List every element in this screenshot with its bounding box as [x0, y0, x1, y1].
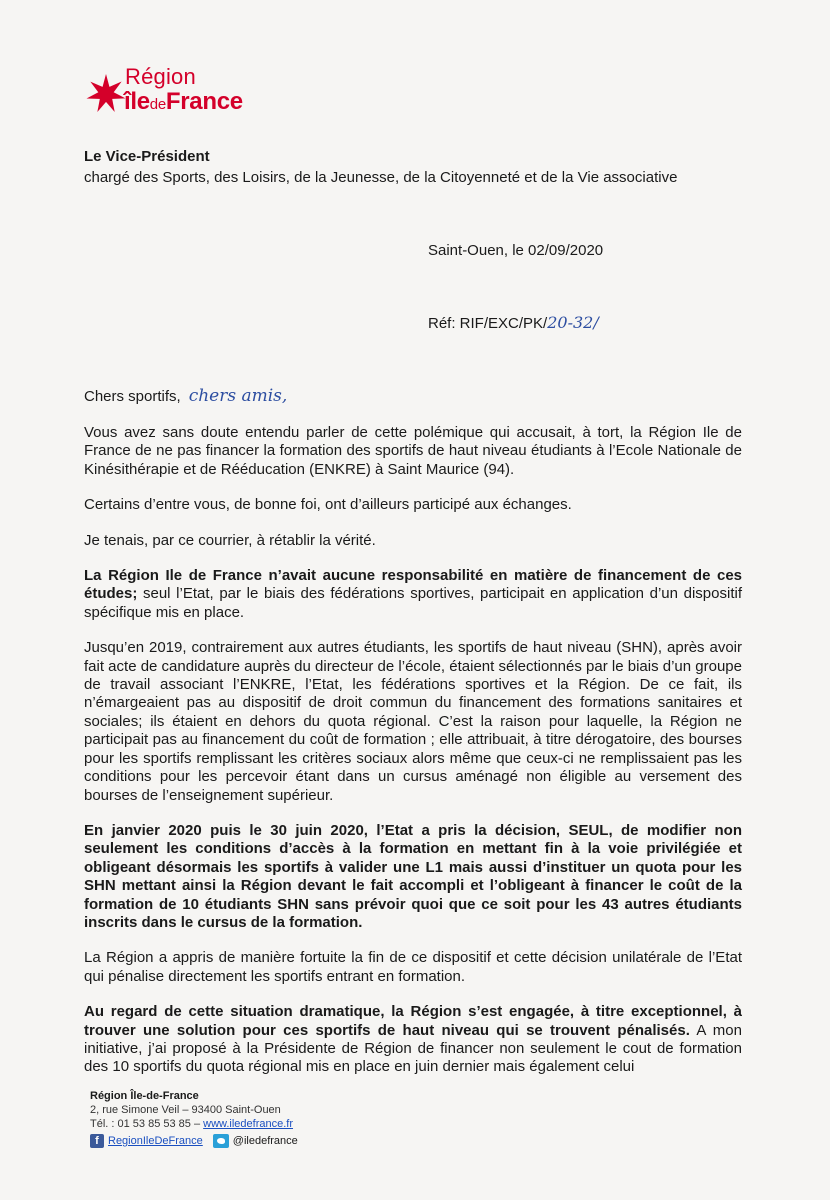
logo-france: France [165, 88, 243, 115]
facebook-icon: f [90, 1134, 104, 1148]
logo-ile: île [124, 88, 150, 115]
footer-website-link[interactable]: www.iledefrance.fr [203, 1118, 294, 1130]
sender-block [84, 148, 764, 186]
facebook-link[interactable]: RegionIleDeFrance [108, 1135, 203, 1147]
paragraph-4-bold: La Région Ile de France n’avait aucune responsabilité en matière de financement de ces études; [84, 567, 742, 603]
logo-line-iledefrance [124, 88, 243, 116]
salutation-handwritten: chers amis, [188, 386, 288, 406]
twitter-handle: @iledefrance [232, 1135, 298, 1147]
paragraph-6 [84, 822, 742, 932]
paragraph-2: Certains d’entre vous, de bonne foi, ont d’ailleurs participé aux échanges. [84, 496, 572, 514]
footer-address: 2, rue Simone Veil – 93400 Saint-Ouen [90, 1104, 281, 1116]
paragraph-8-bold: Au regard de cette situation dramatique, la Région s’est engagée, à titre exceptionnel, à trouver une solution pour ces sportifs de haut niveau qui se trouvent pénalisés. [84, 1003, 742, 1039]
footer-org: Région Île-de-France [90, 1090, 199, 1102]
footer-tel: Tél. : 01 53 85 53 85 – [90, 1118, 204, 1130]
sender-title: Le Vice-Président [84, 148, 210, 165]
paragraph-3: Je tenais, par ce courrier, à rétablir la vérité. [84, 531, 376, 549]
paragraph-5: Jusqu’en 2019, contrairement aux autres étudiants, les sportifs de haut niveau (SHN), après avoir fait acte de candidature auprès du directeur de l’école, étaient sélectionnés par le biais d’un groupe de travail associant l’ENKRE, l’Etat, les fédérations sportives et la Région. De ce fait, ils n’émargeaient pas au dispositif de droit commun du financement des formations sanitaires et sociales; ils étaient en dehors du quota régional. C’est la raison pour laquelle, la Région ne participait pas au financement du coût de formation ; elle attribuait, à titre dérogatoire, des bourses pour les sportifs remplissant les critères sociaux alors même que ceux-ci ne remplissaient pas les conditions pour les percevoir étant dans un cursus aménagé non éligible au versement des bourses de l’enseignement supérieur. [84, 639, 742, 804]
paragraph-8 [84, 1003, 742, 1077]
logo-de: de [149, 96, 166, 113]
salutation-text: Chers sportifs, [84, 388, 181, 405]
letter-footer [90, 1090, 490, 1148]
letter-reference [428, 313, 599, 332]
paragraph-1: Vous avez sans doute entendu parler de cette polémique qui accusait, à tort, la Région Ile de France de ne pas financer la formation des sportifs de haut niveau étudiants à l’Ecole Nationale de Kinésithérapie et de Rééducation (ENKRE) à Saint Maurice (94). [84, 424, 742, 478]
letter-date: Saint-Ouen, le 02/09/2020 [428, 242, 604, 259]
salutation [84, 386, 287, 406]
paragraph-4 [84, 567, 742, 622]
paragraph-7: La Région a appris de manière fortuite la fin de ce dispositif et cette décision unilatérale de l’Etat qui pénalise directement les sportifs entrant en formation. [84, 949, 742, 985]
footer-contact [90, 1118, 490, 1130]
twitter-icon [213, 1134, 229, 1148]
region-logo [84, 64, 304, 124]
letter-body [84, 424, 742, 1094]
paragraph-4-rest: seul l’Etat, par le biais des fédérations sportives, participait en application d’un dispositif spécifique mis en place. [84, 585, 742, 621]
paragraph-6-bold: En janvier 2020 puis le 30 juin 2020, l’Etat a pris la décision, SEUL, de modifier non seulement les conditions d’accès à la formation en mettant fin à la voie privilégiée et obligeant désormais les sportifs à valider une L1 mais aussi d’instituer un quota pour les SHN mettant ainsi la Région devant le fait accompli et l’obligeant à financer le coût de la formation de 10 étudiants SHN sans prévoir quoi que ce soit pour les 43 autres étudiants inscrits dans le cursus de la formation. [84, 821, 742, 931]
paragraph-8-rest: A mon initiative, j’ai proposé à la Présidente de Région de financer non seulement le cout de formation des 10 sportifs du quota régional mis en place en juin dernier mais également celui [84, 1021, 742, 1076]
reference-label: Réf: RIF/EXC/PK/ [428, 315, 548, 332]
logo-line-region: Région [125, 64, 196, 89]
reference-handwritten: 20-32/ [547, 313, 599, 332]
footer-social [90, 1134, 490, 1148]
region-star-logo [84, 72, 128, 116]
sender-description: chargé des Sports, des Loisirs, de la Jeunesse, de la Citoyenneté et de la Vie associative [84, 169, 678, 186]
